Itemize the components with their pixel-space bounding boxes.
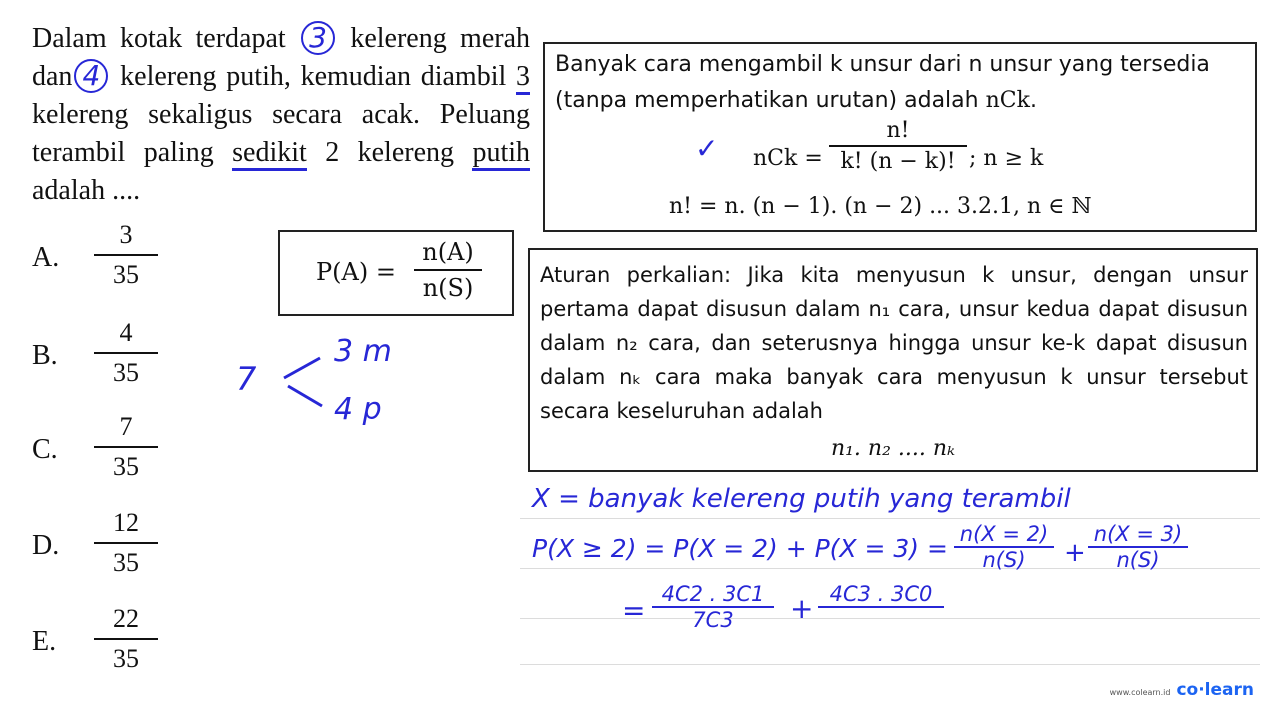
fraction-denominator: 35 — [113, 644, 139, 673]
underlined-sedikit: sedikit — [232, 137, 307, 171]
fraction-numerator: 3 — [94, 220, 158, 256]
option-fraction — [94, 318, 158, 388]
fraction-denominator: 35 — [113, 260, 139, 289]
combination-line-1: Banyak cara mengambil k unsur dari n unsur yang tersedia — [555, 52, 1210, 77]
equation-1-fraction-1 — [954, 522, 1054, 572]
underlined-taken: 3 — [516, 61, 530, 95]
combination-formula-lhs: nCk = — [753, 146, 823, 171]
fraction-denominator: 35 — [113, 358, 139, 387]
ruled-line — [520, 664, 1260, 665]
tree-branches — [280, 350, 340, 410]
option-label: D. — [32, 530, 60, 561]
question-part: adalah .... — [32, 175, 141, 206]
equation-2-fraction-2 — [818, 582, 944, 608]
check-icon: ✓ — [695, 132, 719, 165]
fraction-numerator: n(X = 2) — [954, 522, 1054, 548]
tree-total: 7 — [236, 360, 257, 398]
equals-sign: = — [622, 594, 646, 627]
plus-sign: + — [1064, 538, 1086, 568]
circled-white-count: 4 — [74, 59, 108, 93]
fraction-denominator: n(S) — [1116, 548, 1160, 572]
brand-url: www.colearn.id — [1109, 688, 1171, 697]
fraction-numerator: 7 — [94, 412, 158, 448]
equation-1-fraction-2 — [1088, 522, 1188, 572]
colearn-logo — [1110, 680, 1254, 700]
option-label: A. — [32, 242, 60, 273]
combination-box — [543, 42, 1257, 232]
option-label: E. — [32, 626, 57, 657]
option-fraction — [94, 604, 158, 674]
combination-condition: ; n ≥ k — [969, 146, 1044, 171]
fraction-denominator: 7C3 — [692, 608, 734, 632]
fraction-denominator: k! (n − k)! — [840, 149, 956, 174]
option-label: B. — [32, 340, 58, 371]
fraction-denominator: 35 — [113, 548, 139, 577]
fraction-numerator: n(A) — [414, 238, 482, 271]
plus-sign: + — [790, 592, 814, 625]
equation-2-fraction-1 — [652, 582, 774, 632]
question-text — [32, 20, 530, 210]
option-fraction — [94, 508, 158, 578]
combination-line-2: (tanpa memperhatikan urutan) adalah nCk. — [555, 88, 1037, 113]
fraction-numerator: n! — [829, 118, 967, 147]
underlined-putih: putih — [472, 137, 530, 171]
question-part: 2 kelereng — [325, 137, 455, 168]
combination-line-2-text: (tanpa memperhatikan urutan) adalah — [555, 88, 986, 113]
multiplication-rule-box — [528, 248, 1258, 472]
question-part: kelereng merah dan — [32, 23, 530, 92]
ncr-symbol: nCk — [985, 88, 1030, 113]
formula-fraction — [414, 238, 482, 302]
fraction-numerator: 12 — [94, 508, 158, 544]
factorial-definition: n! = n. (n − 1). (n − 2) ... 3.2.1, n ∈ ℕ — [669, 194, 1092, 219]
question-part: kelereng sekaligus secara acak. Peluang terambil paling — [32, 99, 530, 168]
option-fraction — [94, 220, 158, 290]
rule-formula: n₁. n₂ .... nₖ — [830, 436, 956, 461]
fraction-denominator: 35 — [113, 452, 139, 481]
tree-red: 3 m — [334, 334, 392, 369]
fraction-numerator: 4C3 . 3C0 — [818, 582, 944, 608]
probability-formula-box — [278, 230, 514, 316]
fraction-denominator: n(S) — [422, 274, 474, 302]
fraction-numerator: 4 — [94, 318, 158, 354]
handwritten-definition: X = banyak kelereng putih yang terambil — [532, 484, 1071, 514]
rule-text: Aturan perkalian: Jika kita menyusun k unsur, dengan unsur pertama dapat disusun dalam n₁ cara, unsur kedua dapat disusun dalam n₂ cara, dan seterusnya hingga unsur ke-k dapat disusun dalam nₖ cara maka banyak cara menyusun k unsur tersebut secara keseluruhan adalah — [540, 263, 1248, 423]
fraction-denominator: n(S) — [982, 548, 1026, 572]
question-part: Dalam kotak terdapat — [32, 23, 286, 54]
question-part: kelereng putih, kemudian diambil — [120, 61, 507, 92]
ruled-line — [520, 518, 1260, 519]
brand-name: co·learn — [1176, 680, 1254, 700]
tree-white: 4 p — [334, 392, 382, 427]
fraction-numerator: 4C2 . 3C1 — [652, 582, 774, 608]
option-fraction — [94, 412, 158, 482]
equation-1-lhs: P(X ≥ 2) = P(X = 2) + P(X = 3) = — [532, 534, 948, 563]
fraction-numerator: 22 — [94, 604, 158, 640]
formula-lhs: P(A) = — [316, 258, 396, 286]
fraction-numerator: n(X = 3) — [1088, 522, 1188, 548]
combination-formula-fraction — [829, 118, 967, 174]
option-label: C. — [32, 434, 58, 465]
circled-red-count: 3 — [301, 21, 335, 55]
